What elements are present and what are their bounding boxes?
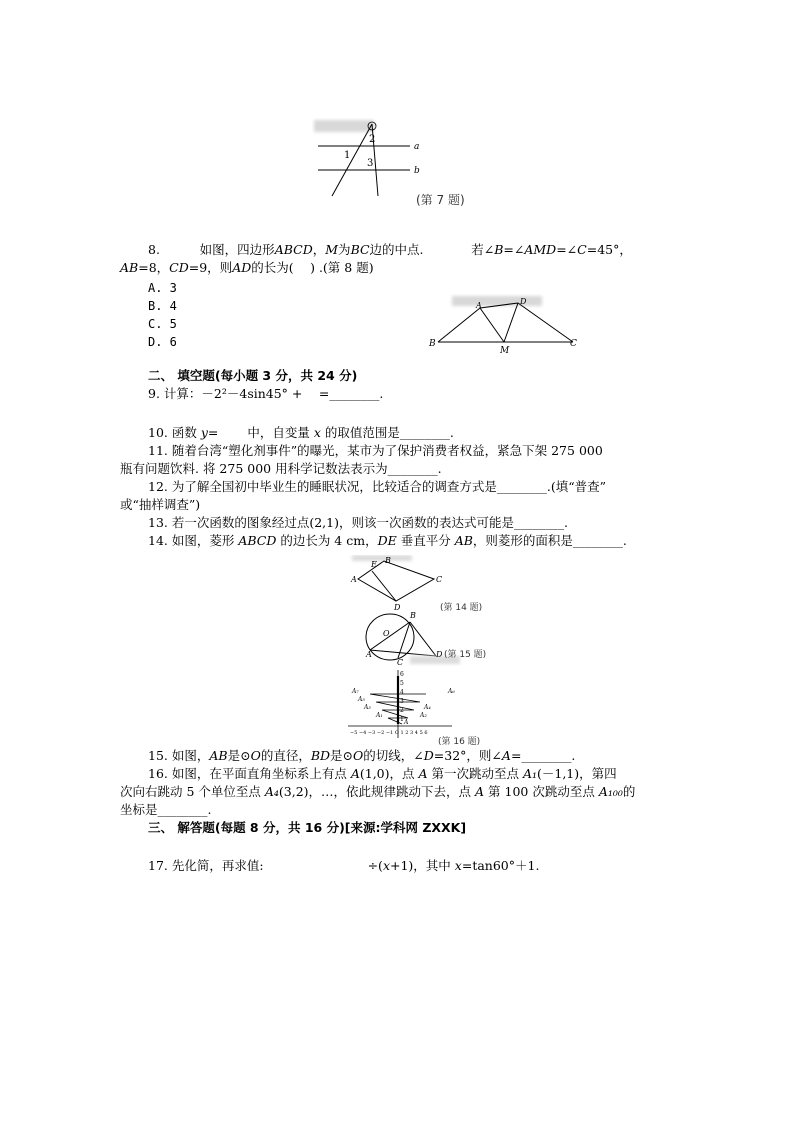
question-12-line2: 或“抽样调查”) bbox=[120, 497, 201, 512]
question-11-line1: 11. 随着台湾“塑化剂事件”的曝光，某市为了保护消费者权益，紧急下架 275 000 bbox=[148, 443, 603, 458]
svg-text:2: 2 bbox=[400, 707, 404, 714]
svg-text:A₄: A₄ bbox=[424, 704, 431, 711]
svg-text:C: C bbox=[397, 658, 404, 666]
svg-text:C: C bbox=[436, 575, 443, 584]
angle-3: 3 bbox=[367, 158, 374, 169]
svg-text:3: 3 bbox=[400, 698, 404, 705]
section-3-heading: 三、 解答题(每题 8 分，共 16 分)[来源:学科网 ZXXK] bbox=[148, 820, 467, 835]
question-8-option-a: A. 3 bbox=[148, 281, 177, 295]
figure-q14 bbox=[348, 555, 488, 613]
label-b: b bbox=[414, 166, 420, 176]
figure-q16 bbox=[340, 666, 500, 748]
angle-2: 2 bbox=[369, 134, 376, 145]
question-15: 15. 如图，AB是⊙O的直径，BD是⊙O的切线，∠D=32°，则∠A=________. bbox=[148, 748, 576, 763]
svg-text:A₁: A₁ bbox=[376, 712, 383, 719]
svg-text:6: 6 bbox=[400, 671, 404, 678]
caption-q15: (第 15 题) bbox=[444, 650, 487, 660]
figure-q15 bbox=[350, 610, 500, 666]
svg-text:D: D bbox=[394, 603, 401, 612]
question-13: 13. 若一次函数的图象经过点(2,1)，则该一次函数的表达式可能是________. bbox=[148, 515, 568, 530]
question-16-line1: 16. 如图，在平面直角坐标系上有点 A(1,0)，点 A 第一次跳动至点 A₁(－1,1)，第四 bbox=[148, 766, 617, 781]
question-10: 10. 函数 y= 中，自变量 x 的取值范围是________. bbox=[148, 425, 454, 440]
svg-text:A: A bbox=[404, 719, 409, 726]
svg-text:B: B bbox=[429, 339, 436, 349]
figure-q7 bbox=[312, 118, 492, 218]
svg-text:E: E bbox=[371, 560, 377, 569]
question-8-option-d: D. 6 bbox=[148, 335, 177, 349]
question-12-line1: 12. 为了解全国初中毕业生的睡眠状况，比较适合的调查方式是________.(填“普查” bbox=[148, 479, 606, 494]
svg-text:C: C bbox=[570, 339, 577, 349]
caption-q14: (第 14 题) bbox=[440, 603, 483, 613]
label-a: a bbox=[414, 142, 420, 152]
svg-text:−5 −4 −3 −2 −1 O 1 2 3 4 5 6: −5 −4 −3 −2 −1 O 1 2 3 4 5 6 bbox=[350, 730, 428, 736]
svg-text:A₂: A₂ bbox=[420, 712, 427, 719]
question-11-line2: 瓶有问题饮料. 将 275 000 用科学记数法表示为________. bbox=[120, 461, 442, 476]
question-8-option-c: C. 5 bbox=[148, 317, 177, 331]
svg-text:4: 4 bbox=[400, 689, 404, 696]
svg-text:A₃: A₃ bbox=[364, 704, 371, 711]
svg-text:A₆: A₆ bbox=[448, 688, 455, 695]
svg-text:A₇: A₇ bbox=[352, 688, 359, 695]
svg-text:1: 1 bbox=[400, 716, 404, 723]
question-8-line2: AB=8，CD=9，则AD的长为( ) .(第 8 题) bbox=[120, 260, 374, 275]
svg-text:D: D bbox=[520, 297, 527, 306]
section-2-heading: 二、 填空题(每小题 3 分，共 24 分) bbox=[148, 368, 358, 383]
question-17: 17. 先化简，再求值: ÷(x+1)，其中 x=tan60°＋1. bbox=[148, 858, 540, 873]
question-8-option-b: B. 4 bbox=[148, 299, 177, 313]
svg-text:B: B bbox=[410, 611, 416, 620]
caption-q16: (第 16 题) bbox=[438, 737, 481, 747]
svg-text:O: O bbox=[383, 629, 390, 638]
svg-text:A: A bbox=[476, 301, 482, 310]
svg-text:B: B bbox=[385, 556, 391, 565]
question-9: 9. 计算：－2²－4sin45° + =________. bbox=[148, 386, 384, 401]
figure-q8 bbox=[428, 294, 588, 356]
question-16-line2: 次向右跳动 5 个单位至点 A₄(3,2)，…，依此规律跳动下去，点 A 第 100 次跳动至点 A₁₀₀的 bbox=[120, 784, 636, 799]
question-16-line3: 坐标是________. bbox=[120, 802, 212, 817]
svg-text:M: M bbox=[500, 346, 510, 356]
question-14: 14. 如图，菱形 ABCD 的边长为 4 cm，DE 垂直平分 AB，则菱形的面积是________. bbox=[148, 533, 627, 548]
svg-text:A: A bbox=[366, 650, 372, 659]
svg-text:5: 5 bbox=[400, 680, 404, 687]
angle-1: 1 bbox=[344, 150, 351, 161]
svg-text:D: D bbox=[436, 650, 443, 659]
question-8-line1: 8. 如图，四边形ABCD，M为BC边的中点. 若∠B=∠AMD=∠C=45°， bbox=[148, 242, 632, 257]
caption-q7: (第 7 题) bbox=[416, 193, 465, 207]
svg-text:A: A bbox=[351, 575, 357, 584]
svg-text:A₅: A₅ bbox=[358, 696, 365, 703]
